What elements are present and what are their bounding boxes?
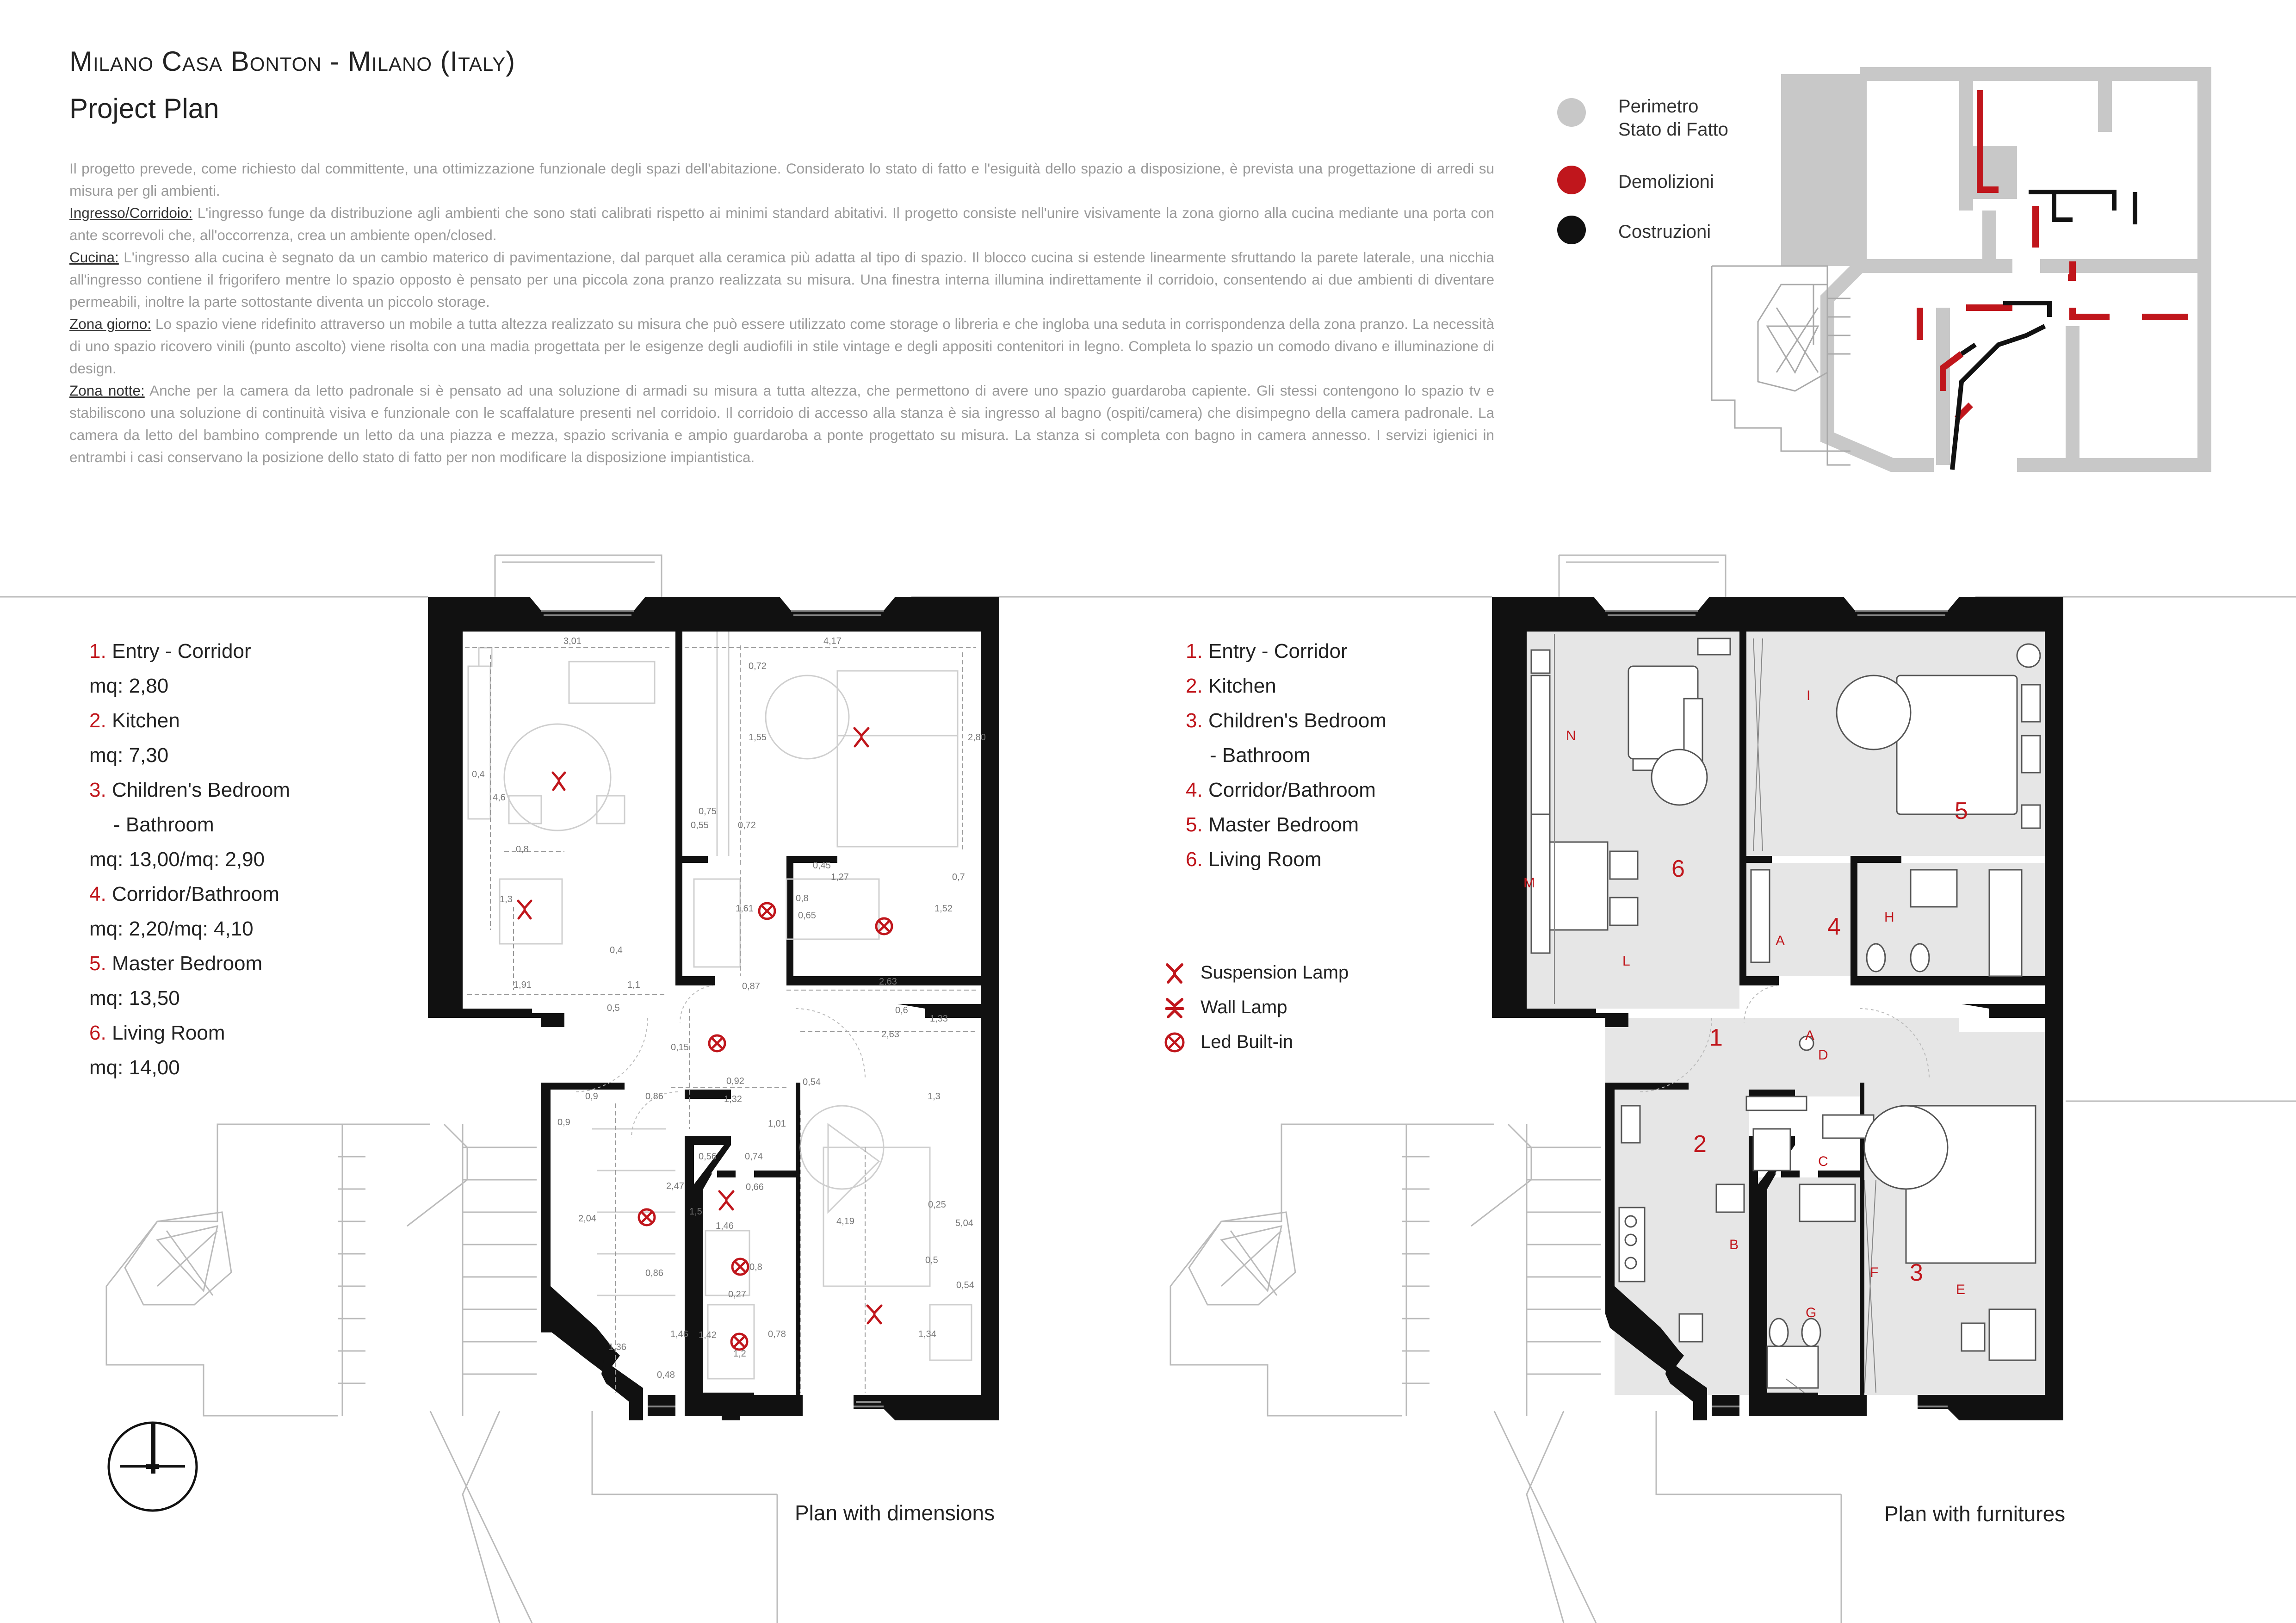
dimension-label: 1,42: [699, 1330, 717, 1340]
dimension-label: 0,54: [803, 1077, 821, 1087]
dimension-label: 0,48: [657, 1370, 675, 1380]
dimension-label: 1,91: [514, 980, 532, 990]
dimension-label: 0,8: [796, 893, 809, 904]
dimension-label: 0,9: [585, 1091, 598, 1102]
dimension-label: 0,7: [952, 872, 965, 882]
dimension-label: 1,5: [689, 1207, 702, 1217]
room-name: Entry - Corridor: [1208, 640, 1348, 663]
dimension-label: 1,36: [608, 1342, 626, 1352]
furniture-label: G: [1806, 1305, 1817, 1320]
led-built-in-icon: [709, 1035, 725, 1051]
dimension-label: 1,32: [724, 1094, 742, 1104]
room-number: 3.: [1186, 709, 1203, 732]
room-number-3: 3: [1910, 1259, 1923, 1286]
legend-dot-demolition: [1557, 166, 1586, 194]
room-area: mq: 2,80: [89, 675, 169, 697]
room-name-continued: - Bathroom: [1210, 744, 1311, 767]
room-name: Living Room: [1208, 848, 1322, 871]
room-name: Master Bedroom: [1208, 813, 1359, 836]
dimension-label: 1,46: [716, 1221, 734, 1231]
dimension-label: 2,47: [666, 1181, 684, 1191]
plan-with-furnitures: [1147, 546, 2296, 1623]
dimension-label: 0,72: [738, 820, 756, 830]
dimension-label: 0,6: [895, 1005, 908, 1016]
dimension-label: 0,72: [749, 661, 767, 671]
furniture-label: L: [1622, 954, 1630, 969]
furniture-label: A: [1776, 933, 1785, 948]
dimension-label: 0,92: [726, 1076, 744, 1086]
room-number: 3.: [89, 779, 106, 801]
dimension-label: 1,27: [831, 872, 849, 882]
room-name: Entry - Corridor: [111, 640, 251, 663]
led-built-in-icon: [759, 903, 775, 919]
dimension-label: 2,80: [968, 732, 986, 743]
section-head: Cucina:: [69, 249, 119, 266]
legend-label-demolition: Demolizioni: [1618, 172, 1714, 192]
room-name: Children's Bedroom: [1208, 709, 1386, 732]
room-number: 5.: [1186, 813, 1203, 836]
furniture-label: A: [1805, 1028, 1815, 1043]
dimension-label: 1,46: [670, 1329, 688, 1339]
dimension-label: 1,61: [736, 904, 754, 914]
dimension-label: 0,56: [699, 1152, 717, 1162]
section-head: Ingresso/Corridoio:: [69, 204, 193, 221]
plan-caption-furnitures: Plan with furnitures: [1884, 1502, 2066, 1526]
suspension-lamp-icon: [518, 901, 531, 918]
dimension-label: 0,87: [742, 981, 760, 991]
room-name: Children's Bedroom: [111, 779, 290, 801]
furniture-label: B: [1729, 1237, 1739, 1252]
description-section-living: [69, 313, 1494, 379]
led-built-in-label: Led Built-in: [1201, 1032, 1293, 1052]
dimension-label: 0,45: [813, 861, 831, 871]
led-built-in-icon: [732, 1259, 748, 1275]
dimension-label: 3,01: [563, 636, 582, 646]
dimension-label: 0,15: [671, 1042, 689, 1053]
furniture-label: M: [1523, 875, 1535, 891]
key-plan-diagram: [1702, 67, 2230, 474]
room-name: Corridor/Bathroom: [1208, 779, 1376, 801]
dimension-label: 4,19: [836, 1216, 854, 1227]
room-name-continued: - Bathroom: [113, 813, 214, 836]
north-arrow-icon: [106, 1420, 199, 1513]
dimension-label: 5,04: [955, 1218, 973, 1228]
dimension-label: 1,34: [918, 1329, 936, 1339]
dimension-label: 2,63: [879, 977, 897, 987]
plan-caption-dimensions: Plan with dimensions: [795, 1501, 995, 1525]
suspension-lamp-icon: [553, 773, 565, 790]
suspension-lamp-icon: [854, 728, 868, 746]
double-bed: [1897, 675, 2017, 814]
dimension-label: 0,55: [691, 820, 709, 830]
room-number: 6.: [1186, 848, 1203, 871]
room-number: 1.: [1186, 640, 1203, 663]
dimension-label: 0,86: [645, 1091, 663, 1102]
room-number: 2.: [1186, 675, 1203, 697]
dimension-label: 0,54: [956, 1280, 974, 1290]
room-area: mq: 7,30: [89, 744, 169, 767]
dimension-label: 1,55: [749, 732, 767, 743]
dimension-label: 2,04: [578, 1214, 596, 1224]
dimension-label: 0,5: [607, 1003, 620, 1013]
room-number-5: 5: [1955, 798, 1968, 824]
dimension-label: 0,9: [557, 1117, 570, 1127]
description-section-entry: [69, 202, 1494, 246]
dimension-label: 1,2: [733, 1349, 746, 1359]
furniture-label: C: [1818, 1154, 1828, 1169]
dimension-label: 1,33: [930, 1014, 948, 1024]
room-name: Living Room: [111, 1022, 225, 1044]
project-title: Milano Casa Bonton - Milano (Italy): [69, 46, 516, 77]
room-number-6: 6: [1671, 855, 1685, 882]
dimension-label: 0,86: [645, 1268, 663, 1278]
description-section-kitchen: [69, 246, 1494, 313]
room-number-4: 4: [1827, 913, 1841, 940]
room-name: Corridor/Bathroom: [111, 883, 279, 905]
room-name: Master Bedroom: [111, 952, 263, 975]
room-number: 1.: [89, 640, 106, 663]
project-description: [69, 157, 1494, 468]
dimension-label: 0,5: [925, 1255, 938, 1265]
suspension-lamp-icon: [719, 1191, 733, 1209]
led-built-in-icon: [731, 1334, 747, 1350]
section-head: Zona notte:: [69, 382, 145, 399]
dimension-label: 2,63: [881, 1029, 899, 1040]
section-text: L'ingresso funge da distribuzione agli ambienti che sono stati calibrati rispetto ai minimi standard abitativi. Il progetto consiste nell'unire visivamente la zona giorno alla cucina mediante una porta con ante scorrevoli che, all'occorrenza, crea un ambiente open/closed.: [69, 204, 1494, 243]
legend-dot-construction: [1557, 216, 1586, 244]
project-subtitle: Project Plan: [69, 93, 219, 124]
furniture-label: F: [1870, 1265, 1879, 1280]
section-text: Anche per la camera da letto padronale si è pensato ad una soluzione di armadi su misura a tutta altezza, che permettono di avere uno spazio guardaroba capiente. Gli stessi contengono lo spazio tv e stabiliscono una soluzione di continuità visiva e funzionale con le scaffalature presenti nel corridoio. Il corridoio di accesso alla stanza è sia ingresso al bagno (ospiti/camera) che disimpegno della camera padronale. La camera da letto del bambino comprende un letto da una piazza e mezza, spazio scrivania e ampio guardaroba a ponte progettato su misura. La stanza si completa con bagno in camera annesso. I servizi igienici in entrambi i casi conservano la posizione dello stato di fatto per non modificare la disposizione impiantistica.: [69, 382, 1494, 465]
description-intro: Il progetto prevede, come richiesto dal committente, una ottimizzazione funzionale degli spazi dell'abitazione. Considerato lo stato di fatto e l'esiguità dello spazio a disposizione, è prevista una progettazione di arredi su misura per gli ambienti.: [69, 160, 1494, 199]
room-name: Kitchen: [1208, 675, 1276, 697]
room-name: Kitchen: [111, 709, 180, 732]
dimension-label: 0,66: [746, 1182, 764, 1192]
description-section-night: [69, 379, 1494, 468]
legend-label-perimeter: Perimetro Stato di Fatto: [1618, 96, 1728, 140]
furniture-label: H: [1884, 910, 1894, 925]
section-head: Zona giorno:: [69, 316, 152, 332]
dimension-label: 0,65: [798, 911, 816, 921]
suspension-lamp-label: Suspension Lamp: [1201, 962, 1349, 983]
section-text: Lo spazio viene ridefinito attraverso un mobile a tutta altezza realizzato su misura che può essere utilizzato come storage o libreria e che ingloba una seduta in corrispondenza della zona pranzo. La necessità di uno spazio ricovero vinili (punto ascolto) viene risolta con una madia progettata per le esigenze degli audiofili in stile vintage e degli appositi contenitori in legno. Completa lo spazio un comodo divano e illuminazione di design.: [69, 316, 1494, 377]
section-text: L'ingresso alla cucina è segnato da un cambio materico di pavimentazione, dal parquet alla ceramica più adatta al tipo di spazio. Il blocco cucina si estende linearmente sfruttando la parete laterale, una nicchia all'ingresso contiene il frigorifero mentre lo spazio opposto è pensato per una piccola zona pranzo realizzata su misura. Una finestra interna illumina indirettamente il corridoio, consentendo ai due ambienti di diventare permeabili, inoltre la parte sottostante diventa un piccolo storage.: [69, 249, 1494, 310]
dimension-label: 0,78: [768, 1329, 786, 1339]
furniture-label: I: [1807, 688, 1811, 703]
dimension-label: 1,3: [500, 894, 513, 904]
dimension-label: 0,8: [516, 844, 529, 855]
dining-table: [1543, 842, 1608, 930]
dimension-label: 1,3: [928, 1091, 941, 1102]
furniture-label: N: [1566, 728, 1576, 743]
dimension-label: 0,75: [699, 806, 717, 817]
room-area: mq: 14,00: [89, 1056, 180, 1079]
dimension-label: 0,25: [928, 1200, 946, 1210]
dimension-label: 0,4: [472, 769, 485, 780]
suspension-lamp-icon: [867, 1306, 881, 1323]
dimension-label: 0,27: [728, 1289, 746, 1300]
room-number: 2.: [89, 709, 106, 732]
room-number-1: 1: [1709, 1024, 1723, 1051]
room-number: 4.: [89, 883, 106, 905]
dimension-label: 0,8: [749, 1262, 762, 1272]
room-area: mq: 13,50: [89, 987, 180, 1010]
room-area: mq: 2,20/mq: 4,10: [89, 917, 254, 940]
dimension-label: 0,4: [610, 945, 623, 955]
room-number: 5.: [89, 952, 106, 975]
dimension-label: 1,1: [627, 980, 640, 990]
dimension-label: 4,6: [493, 793, 506, 803]
dimension-label: 0,74: [745, 1152, 763, 1162]
wall-lamp-label: Wall Lamp: [1201, 997, 1287, 1017]
room-number-2: 2: [1693, 1131, 1707, 1158]
room-area: mq: 13,00/mq: 2,90: [89, 848, 265, 871]
walls: [428, 597, 999, 1420]
legend-label-construction: Costruzioni: [1618, 222, 1711, 242]
dimension-label: 1,01: [768, 1119, 786, 1129]
legend-dot-perimeter: [1557, 98, 1586, 127]
furniture-label: D: [1818, 1047, 1828, 1063]
dimension-label: 1,52: [934, 904, 953, 914]
room-number: 6.: [89, 1022, 106, 1044]
room-number: 4.: [1186, 779, 1203, 801]
dimension-label: 4,17: [823, 636, 842, 646]
furniture-label: E: [1956, 1282, 1966, 1297]
coffee-table: [1652, 750, 1707, 805]
